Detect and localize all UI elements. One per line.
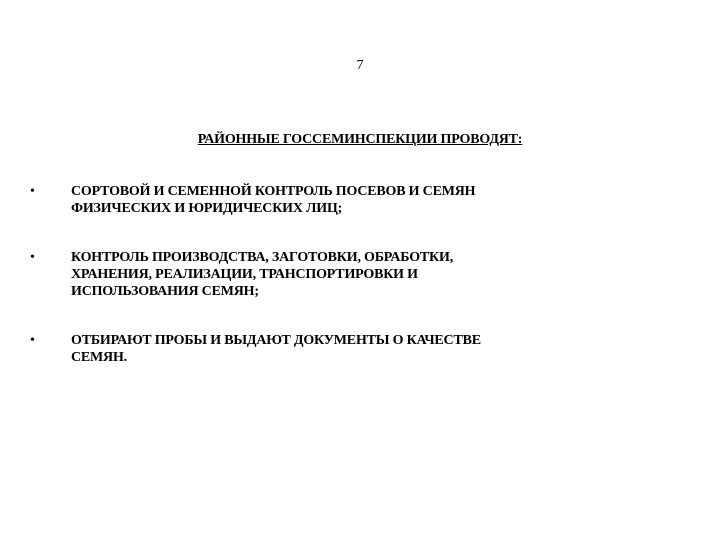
- list-item-line: ФИЗИЧЕСКИХ И ЮРИДИЧЕСКИХ ЛИЦ;: [71, 201, 343, 216]
- list-item-line: ХРАНЕНИЯ, РЕАЛИЗАЦИИ, ТРАНСПОРТИРОВКИ И: [71, 267, 418, 282]
- list-item-line: КОНТРОЛЬ ПРОИЗВОДСТВА, ЗАГОТОВКИ, ОБРАБОТКИ,: [71, 250, 453, 265]
- list-item: [24, 332, 644, 366]
- list-item-line: СЕМЯН.: [71, 350, 127, 365]
- bullet-icon: •: [30, 250, 35, 265]
- bullet-icon: •: [30, 184, 35, 199]
- list-item: [24, 183, 644, 217]
- list-item: [24, 249, 644, 300]
- slide-heading: РАЙОННЫЕ ГОССЕМИНСПЕКЦИИ ПРОВОДЯТ:: [197, 132, 523, 147]
- bullet-list: [24, 183, 644, 366]
- page-number: 7: [356, 58, 364, 73]
- bullet-icon: •: [30, 333, 35, 348]
- list-item-line: ИСПОЛЬЗОВАНИЯ СЕМЯН;: [71, 284, 259, 299]
- list-item-line: ОТБИРАЮТ ПРОБЫ И ВЫДАЮТ ДОКУМЕНТЫ О КАЧЕСТВЕ: [71, 333, 481, 348]
- list-item-line: СОРТОВОЙ И СЕМЕННОЙ КОНТРОЛЬ ПОСЕВОВ И СЕМЯН: [71, 184, 476, 199]
